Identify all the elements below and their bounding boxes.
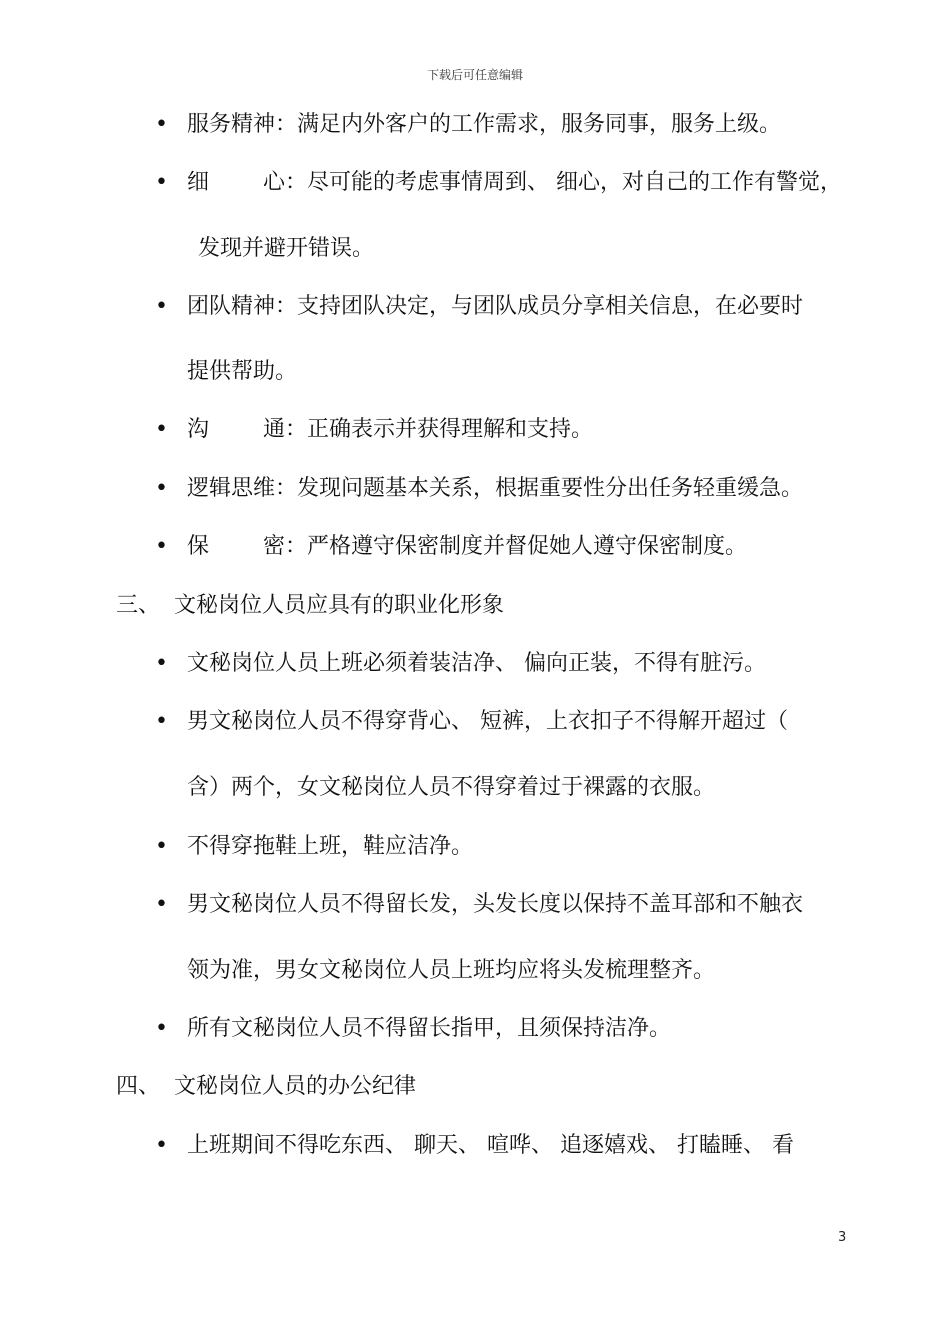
item-separator: ： xyxy=(275,112,298,137)
section-number: 三、 xyxy=(116,593,161,618)
item-continuation: 领为准，男女文秘岗位人员上班均应将头发梳理整齐。 xyxy=(187,958,716,983)
item-term-char: 保 xyxy=(187,534,210,559)
list-item: 所有文秘岗位人员不得留长指甲，且须保持洁净。 xyxy=(187,1016,672,1041)
section-heading xyxy=(116,1072,416,1102)
item-text: 发现问题基本关系，根据重要性分出任务轻重缓急。 xyxy=(297,476,804,501)
list-item xyxy=(187,474,803,504)
list-item xyxy=(187,110,781,140)
bullet-marker xyxy=(155,1014,168,1044)
item-term-char: 沟 xyxy=(187,417,210,442)
item-separator: ： xyxy=(275,476,298,501)
list-item xyxy=(187,415,593,445)
bullet-marker xyxy=(155,649,168,679)
bullet-marker xyxy=(155,832,168,862)
item-continuation: 提供帮助。 xyxy=(187,359,298,384)
item-term xyxy=(187,168,285,198)
item-term xyxy=(187,532,285,562)
page-header: 下载后可任意编辑 xyxy=(426,68,523,82)
item-separator: ： xyxy=(275,294,298,319)
item-term: 团队精神 xyxy=(187,294,276,319)
item-separator: ： xyxy=(285,417,308,442)
list-item xyxy=(187,292,803,322)
bullet-marker xyxy=(155,168,168,198)
bullet-marker xyxy=(155,707,168,737)
section-heading xyxy=(116,591,504,621)
section-title: 文秘岗位人员应具有的职业化形象 xyxy=(174,593,505,618)
section-number: 四、 xyxy=(116,1074,161,1099)
bullet-marker xyxy=(155,474,168,504)
item-term-char: 细 xyxy=(187,170,210,195)
list-item: 上班期间不得吃东西、 聊天、 喧哗、 追逐嬉戏、 打瞌睡、 看 xyxy=(187,1133,794,1158)
item-separator: ： xyxy=(285,534,308,559)
item-text: 支持团队决定，与团队成员分享相关信息，在必要时 xyxy=(297,294,804,319)
list-item: 男文秘岗位人员不得留长发，头发长度以保持不盖耳部和不触衣 xyxy=(187,892,804,917)
item-separator: ： xyxy=(285,170,308,195)
list-item: 不得穿拖鞋上班，鞋应洁净。 xyxy=(187,834,474,859)
bullet-marker xyxy=(155,1131,168,1161)
item-continuation: 发现并避开错误。 xyxy=(198,236,375,261)
bullet-marker xyxy=(155,292,168,322)
bullet-marker xyxy=(155,110,168,140)
bullet-marker xyxy=(155,532,168,562)
item-term: 服务精神 xyxy=(187,112,276,137)
item-term-char: 心 xyxy=(262,170,285,195)
item-text: 满足内外客户的工作需求，服务同事，服务上级。 xyxy=(297,112,782,137)
item-term-char: 密 xyxy=(262,534,285,559)
bullet-marker xyxy=(155,890,168,920)
item-term: 逻辑思维 xyxy=(187,476,276,501)
bullet-marker xyxy=(155,415,168,445)
section-title: 文秘岗位人员的办公纪律 xyxy=(174,1074,417,1099)
list-item xyxy=(187,532,747,562)
list-item: 男文秘岗位人员不得穿背心、 短裤，上衣扣子不得解开超过（ xyxy=(187,709,788,734)
item-term xyxy=(187,415,285,445)
item-term-char: 通 xyxy=(262,417,285,442)
item-text: 尽可能的考虑事情周到、 细心，对自己的工作有警觉， xyxy=(307,170,843,195)
item-continuation: 含）两个，女文秘岗位人员不得穿着过于裸露的衣服。 xyxy=(187,775,716,800)
item-text: 严格遵守保密制度并督促她人遵守保密制度。 xyxy=(307,534,748,559)
list-item xyxy=(187,168,842,198)
item-text: 正确表示并获得理解和支持。 xyxy=(307,417,594,442)
list-item: 文秘岗位人员上班必须着装洁净、 偏向正装，不得有脏污。 xyxy=(187,651,766,676)
page-number: 3 xyxy=(838,1230,847,1245)
